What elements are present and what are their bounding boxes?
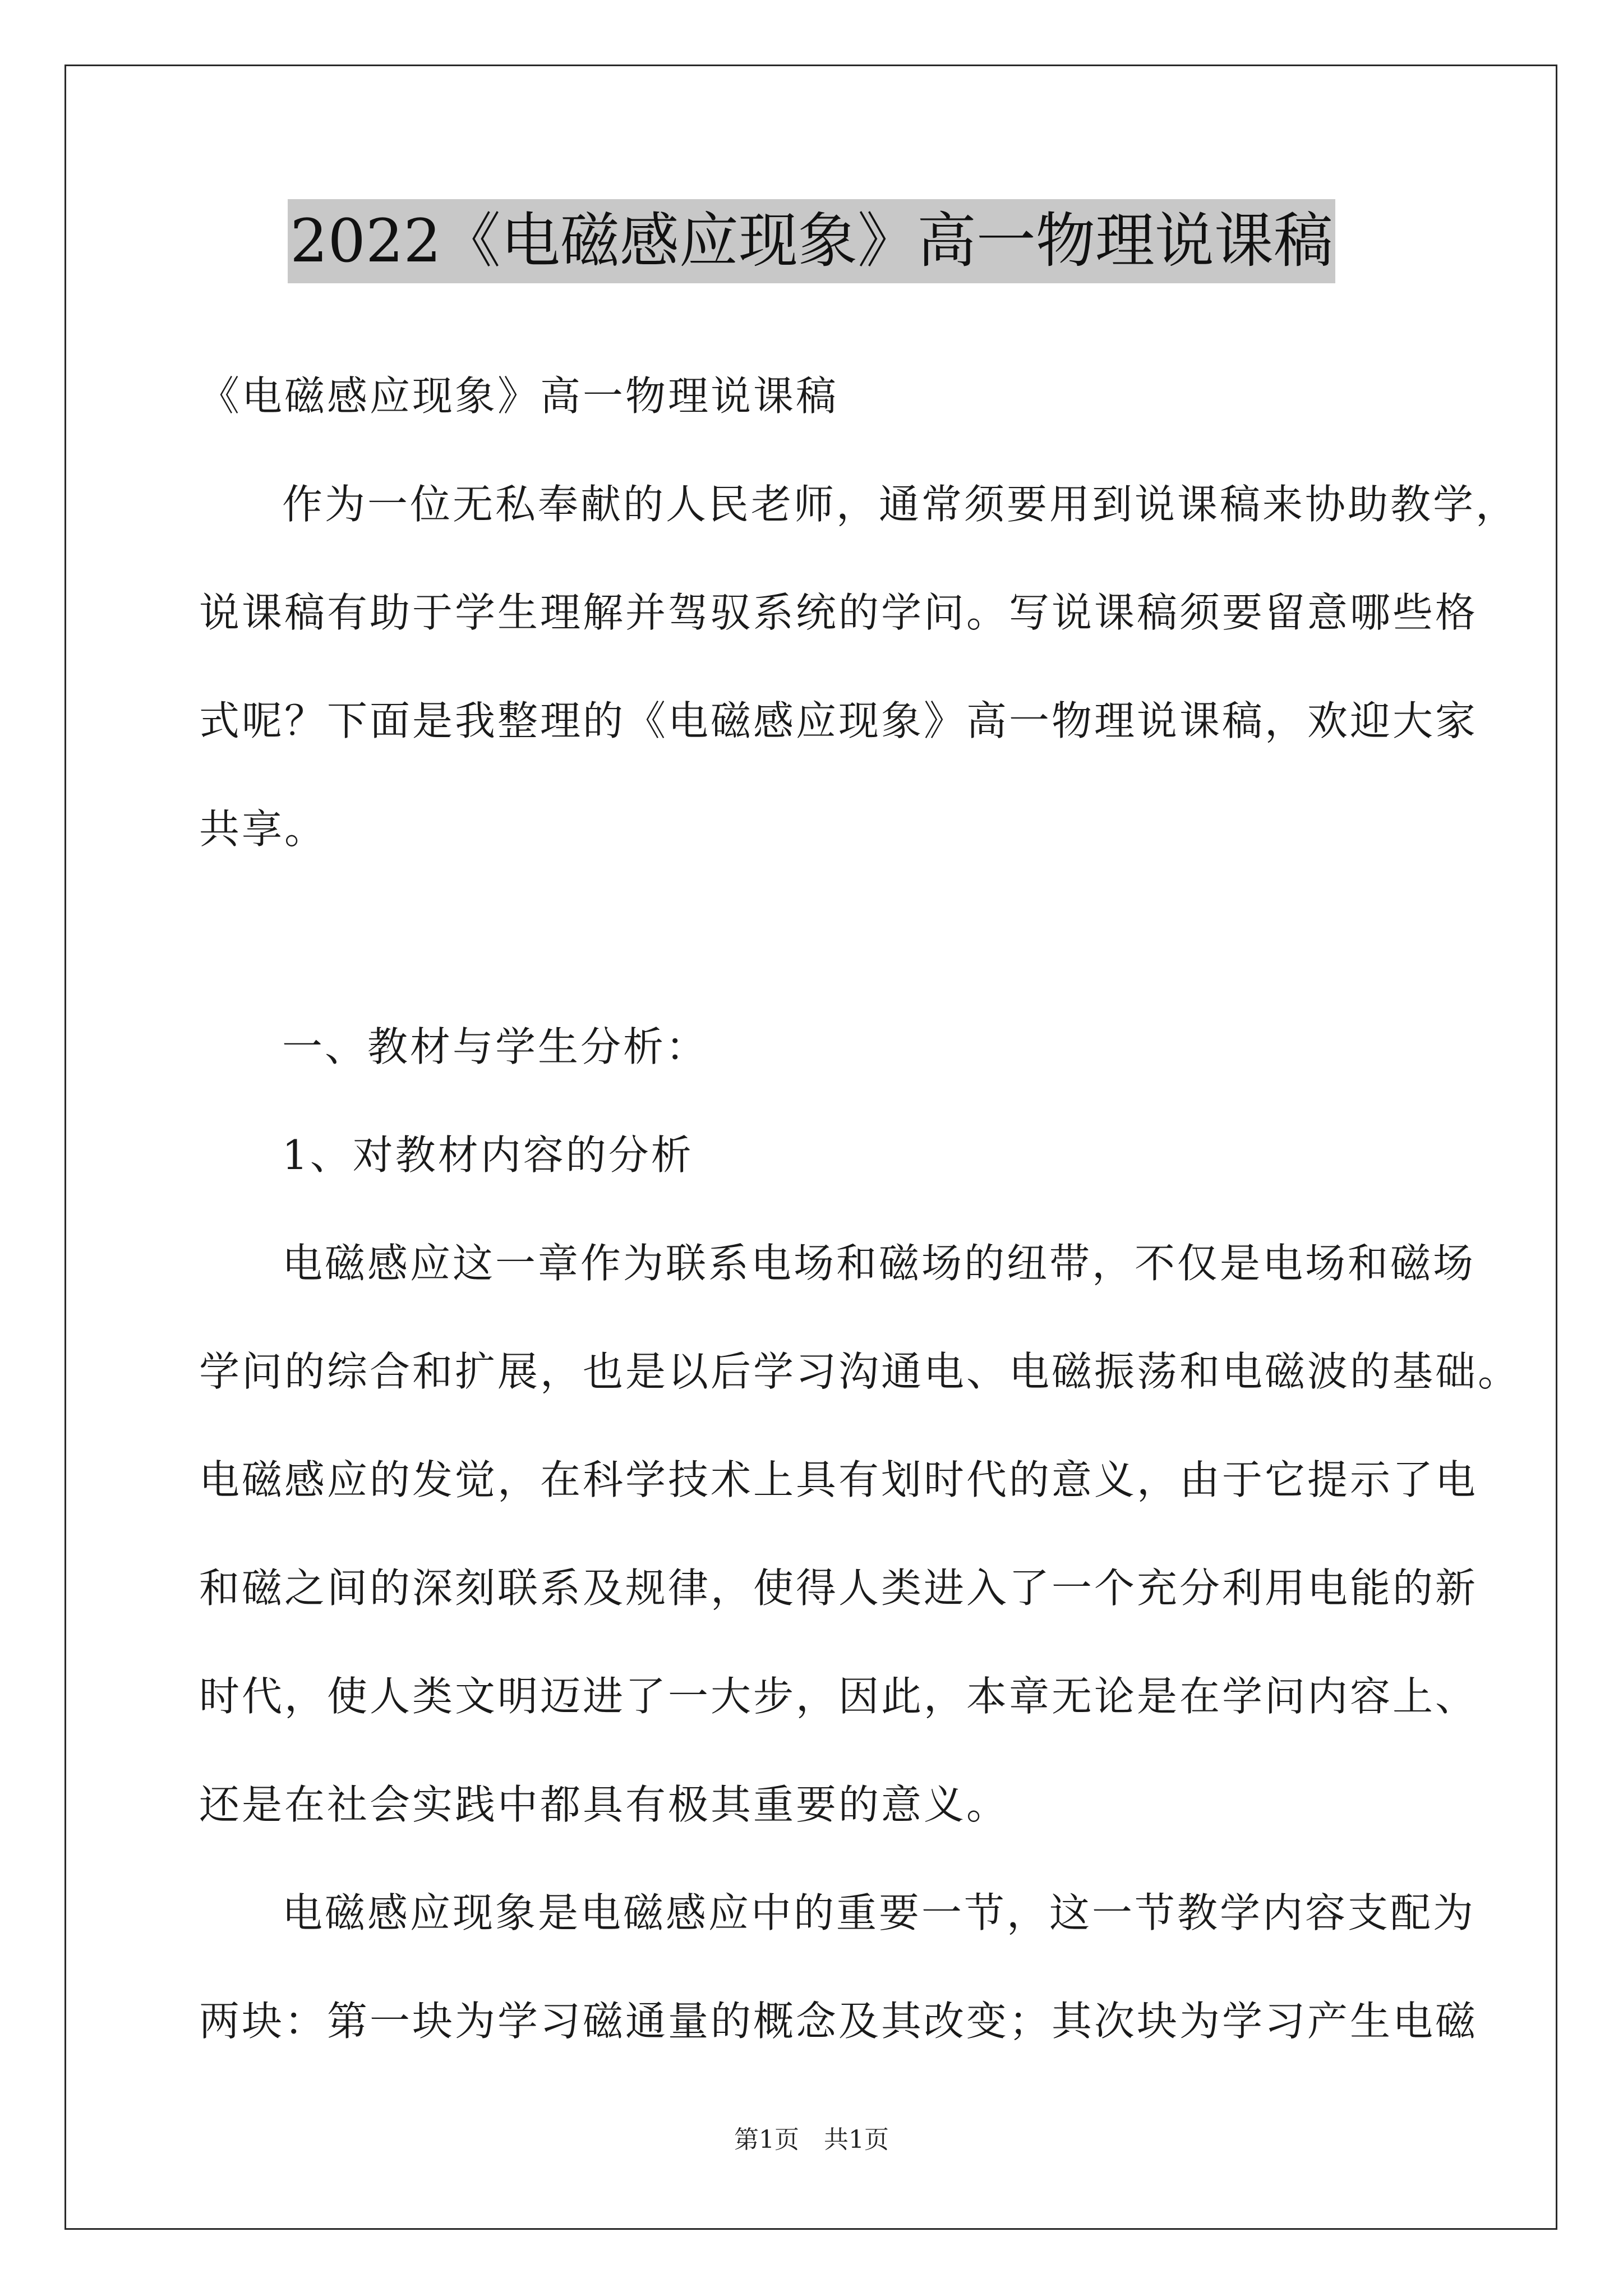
body-line: 两块：第一块为学习磁通量的概念及其改变；其次块为学习产生电磁	[199, 1998, 1478, 2045]
section-heading: 一、教材与学生分析：	[282, 1023, 709, 1070]
paragraph-gap	[199, 884, 1433, 993]
document-body	[199, 342, 1521, 2076]
sub-heading: 1、对教材内容的分析	[282, 1131, 694, 1179]
page-footer: 第1页 共1页	[734, 2125, 889, 2154]
intro-line: 作为一位无私奉献的人民老师，通常须要用到说课稿来协助教学，	[282, 481, 1519, 528]
intro-line: 共享。	[199, 806, 328, 853]
body-line: 还是在社会实践中都具有极其重要的意义。	[199, 1781, 1009, 1828]
body-line: 电磁感应这一章作为联系电场和磁场的纽带，不仅是电场和磁场	[282, 1240, 1476, 1287]
title-container	[0, 199, 1623, 283]
document-subtitle: 《电磁感应现象》高一物理说课稿	[199, 372, 839, 420]
intro-line: 式呢？下面是我整理的《电磁感应现象》高一物理说课稿，欢迎大家	[199, 697, 1478, 744]
body-line: 时代，使人类文明迈进了一大步，因此，本章无论是在学问内容上、	[199, 1673, 1478, 1720]
body-line: 电磁感应的发觉，在科学技术上具有划时代的意义，由于它提示了电	[199, 1456, 1478, 1503]
body-line: 和磁之间的深刻联系及规律，使得人类进入了一个充分利用电能的新	[199, 1565, 1478, 1612]
intro-line: 说课稿有助于学生理解并驾驭系统的学问。写说课稿须要留意哪些格	[199, 589, 1478, 636]
document-title: 2022《电磁感应现象》高一物理说课稿	[288, 199, 1335, 283]
body-line: 学问的综合和扩展，也是以后学习沟通电、电磁振荡和电磁波的基础。	[199, 1348, 1521, 1395]
body-line: 电磁感应现象是电磁感应中的重要一节，这一节教学内容支配为	[282, 1889, 1476, 1936]
